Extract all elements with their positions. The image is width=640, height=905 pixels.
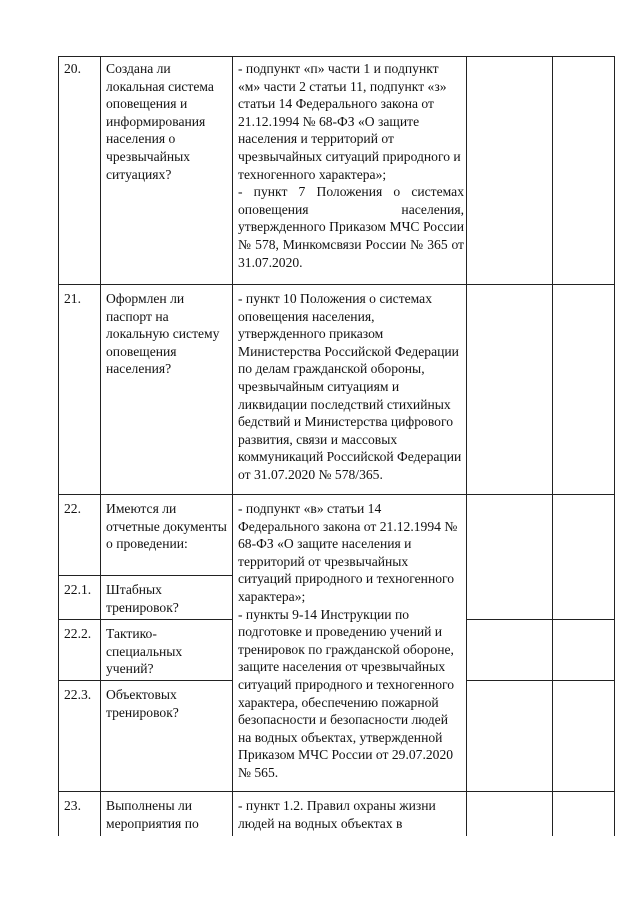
table-border-top	[58, 56, 615, 57]
row-22-number: 22.	[64, 501, 81, 516]
row-20-ref-1: - подпункт «п» части 1 и подпункт «м» части 2 статьи 11, подпункт «з» статьи 14 Федерального закона от 21.12.1994 № 68-ФЗ «О защите населения и территорий от чрезвычайных ситуаций природного и техногенного характера»;	[238, 61, 461, 182]
row-divider-sub1-sub2-right	[466, 619, 615, 620]
row-21-number: 21.	[64, 291, 81, 306]
row-21-legal-refs	[238, 290, 464, 484]
row-21-ref-1: - пункт 10 Положения о системах оповещения населения, утвержденного приказом Министерства Российской Федерации по делам гражданской обороны, чрезвычайным ситуациям и ликвидации последствий стихийных бедствий и Министерства цифрового развития, связи и массовых коммуникаций Российской Федерации от 31.07.2020 № 578/365.	[238, 291, 462, 482]
row-22-2-number: 22.2.	[64, 626, 92, 641]
row-divider-22-sub1	[58, 575, 233, 576]
table-border-right	[614, 56, 615, 836]
row-divider-20-21	[58, 284, 615, 285]
row-divider-22-23	[58, 791, 615, 792]
row-23-ref-1: - пункт 1.2. Правил охраны жизни людей на водных объектах в	[238, 798, 436, 831]
row-23-question: Выполнены ли мероприятия по	[106, 798, 199, 831]
row-20-question: Создана ли локальная система оповещения и информирования населения о чрезвычайных ситуациях?	[106, 61, 214, 182]
row-22-question: Имеются ли отчетные документы о проведении:	[106, 501, 227, 552]
row-22-ref-1: - подпункт «в» статьи 14 Федерального закона от 21.12.1994 № 68-ФЗ «О защите населения и территорий от чрезвычайных ситуаций природного и техногенного характера»;	[238, 501, 458, 604]
table-border-left	[58, 56, 59, 836]
row-22-1-number: 22.1.	[64, 582, 92, 597]
row-23-legal-refs	[238, 797, 464, 832]
column-divider-4	[552, 56, 553, 836]
row-divider-sub2-sub3	[58, 680, 233, 681]
row-22-2-question: Тактико-специальных учений?	[106, 626, 183, 677]
row-21-question: Оформлен ли паспорт на локальную систему оповещения населения?	[106, 291, 220, 377]
column-divider-1	[100, 56, 101, 836]
row-divider-sub1-sub2	[58, 619, 233, 620]
column-divider-3	[466, 56, 467, 836]
row-20-number: 20.	[64, 61, 81, 76]
column-divider-2	[232, 56, 233, 836]
row-22-legal-refs	[238, 500, 464, 782]
row-22-1-question: Штабных тренировок?	[106, 582, 179, 615]
row-23-number: 23.	[64, 798, 81, 813]
row-divider-21-22	[58, 494, 615, 495]
row-22-ref-2: - пункты 9-14 Инструкции по подготовке и проведению учений и тренировок по гражданской обороне, защите населения от чрезвычайных ситуаций природного и техногенного характера, обеспечению пожарной безопасности и безопасности людей на водных объектах, утвержденной Приказом МЧС России от 29.07.2020 № 565.	[238, 606, 455, 780]
row-divider-sub2-sub3-right	[466, 680, 615, 681]
row-20-ref-2: - пункт 7 Положения о системах оповещения населения, утвержденного Приказом МЧС России № 578, Минкомсвязи России № 365 от 31.07.2020.	[238, 184, 464, 270]
row-20-legal-refs	[238, 60, 464, 271]
row-22-3-number: 22.3.	[64, 687, 92, 702]
row-22-3-question: Объектовых тренировок?	[106, 687, 179, 720]
